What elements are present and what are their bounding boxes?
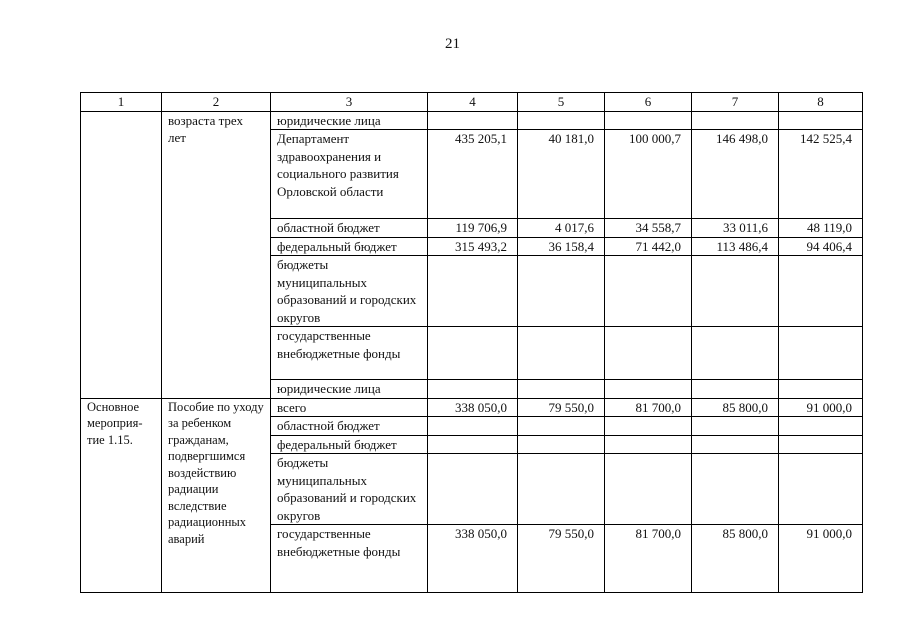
header-cell: 6 xyxy=(605,93,692,112)
funding-source-cell: бюджеты муниципальных образований и городских округов xyxy=(271,454,428,525)
value-cell xyxy=(518,435,605,454)
value-cell xyxy=(428,327,518,380)
header-cell: 5 xyxy=(518,93,605,112)
value-cell: 4 017,6 xyxy=(518,219,605,238)
value-cell xyxy=(692,256,779,327)
value-cell: 36 158,4 xyxy=(518,237,605,256)
value-cell: 79 550,0 xyxy=(518,525,605,593)
value-cell xyxy=(779,380,863,399)
value-cell: 315 493,2 xyxy=(428,237,518,256)
value-cell: 338 050,0 xyxy=(428,398,518,417)
funding-source-cell: всего xyxy=(271,398,428,417)
value-cell xyxy=(605,417,692,436)
value-cell xyxy=(605,327,692,380)
header-row xyxy=(81,93,863,112)
funding-source-cell: Департамент здравоохранения и социального развития Орловской области xyxy=(271,130,428,219)
value-cell: 142 525,4 xyxy=(779,130,863,219)
value-cell: 338 050,0 xyxy=(428,525,518,593)
funding-source-cell: бюджеты муниципальных образований и городских округов xyxy=(271,256,428,327)
table-row xyxy=(81,111,863,130)
value-cell xyxy=(692,327,779,380)
measure-name-cell: Основное мероприя-тие 1.15. xyxy=(81,398,162,593)
value-cell xyxy=(605,435,692,454)
value-cell: 40 181,0 xyxy=(518,130,605,219)
value-cell xyxy=(518,454,605,525)
value-cell xyxy=(518,417,605,436)
value-cell xyxy=(779,417,863,436)
value-cell xyxy=(692,380,779,399)
funding-source-cell: государственные внебюджетные фонды xyxy=(271,327,428,380)
value-cell: 113 486,4 xyxy=(692,237,779,256)
value-cell xyxy=(692,111,779,130)
value-cell xyxy=(428,435,518,454)
value-cell: 79 550,0 xyxy=(518,398,605,417)
value-cell xyxy=(518,111,605,130)
funding-source-cell: областной бюджет xyxy=(271,417,428,436)
budget-table xyxy=(80,92,863,593)
value-cell: 48 119,0 xyxy=(779,219,863,238)
value-cell xyxy=(605,454,692,525)
funding-source-cell: юридические лица xyxy=(271,111,428,130)
value-cell: 85 800,0 xyxy=(692,525,779,593)
value-cell xyxy=(779,435,863,454)
value-cell xyxy=(605,256,692,327)
value-cell: 146 498,0 xyxy=(692,130,779,219)
value-cell xyxy=(692,454,779,525)
value-cell xyxy=(518,327,605,380)
header-cell: 4 xyxy=(428,93,518,112)
header-cell: 1 xyxy=(81,93,162,112)
header-cell: 3 xyxy=(271,93,428,112)
value-cell xyxy=(692,417,779,436)
value-cell xyxy=(605,380,692,399)
value-cell: 435 205,1 xyxy=(428,130,518,219)
funding-source-cell: государственные внебюджетные фонды xyxy=(271,525,428,593)
value-cell: 119 706,9 xyxy=(428,219,518,238)
measure-description-cell: Пособие по уходу за ребенком гражданам, подвергшимся воздействию радиации вследствие радиационных аварий xyxy=(162,398,271,593)
value-cell xyxy=(779,256,863,327)
value-cell xyxy=(779,327,863,380)
value-cell: 94 406,4 xyxy=(779,237,863,256)
value-cell: 71 442,0 xyxy=(605,237,692,256)
value-cell xyxy=(518,380,605,399)
value-cell xyxy=(428,454,518,525)
value-cell: 100 000,7 xyxy=(605,130,692,219)
funding-source-cell: юридические лица xyxy=(271,380,428,399)
value-cell: 81 700,0 xyxy=(605,525,692,593)
value-cell: 85 800,0 xyxy=(692,398,779,417)
page-number: 21 xyxy=(445,36,460,52)
measure-name-cell xyxy=(81,111,162,398)
value-cell: 34 558,7 xyxy=(605,219,692,238)
value-cell: 81 700,0 xyxy=(605,398,692,417)
header-cell: 7 xyxy=(692,93,779,112)
funding-source-cell: федеральный бюджет xyxy=(271,237,428,256)
value-cell xyxy=(428,111,518,130)
funding-source-cell: федеральный бюджет xyxy=(271,435,428,454)
value-cell xyxy=(692,435,779,454)
value-cell xyxy=(428,417,518,436)
value-cell: 91 000,0 xyxy=(779,525,863,593)
value-cell xyxy=(779,111,863,130)
value-cell xyxy=(605,111,692,130)
header-cell: 8 xyxy=(779,93,863,112)
value-cell xyxy=(779,454,863,525)
value-cell xyxy=(518,256,605,327)
value-cell xyxy=(428,380,518,399)
header-cell: 2 xyxy=(162,93,271,112)
table-row xyxy=(81,398,863,417)
funding-source-cell: областной бюджет xyxy=(271,219,428,238)
value-cell: 33 011,6 xyxy=(692,219,779,238)
measure-description-cell: возраста трех лет xyxy=(162,111,271,398)
value-cell: 91 000,0 xyxy=(779,398,863,417)
value-cell xyxy=(428,256,518,327)
